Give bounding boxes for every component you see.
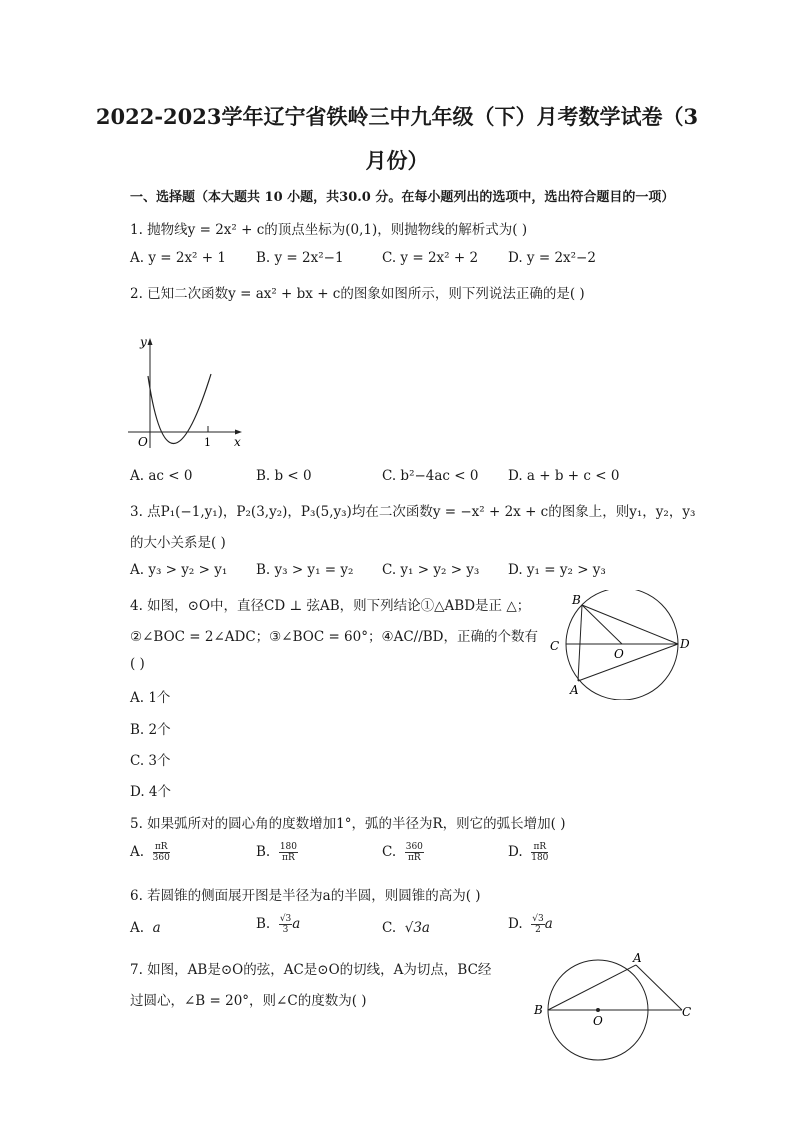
question-6-stem: 6. 若圆锥的侧面展开图是半径为a的半圆，则圆锥的高为( ) <box>130 888 481 904</box>
q6-c-letter: C. <box>382 920 397 936</box>
q2-option-d: D. a + b + c < 0 <box>508 468 620 484</box>
q5-a-letter: A. <box>130 844 145 860</box>
question-3-stem-line1: 3. 点P₁(−1,y₁)，P₂(3,y₂)，P₃(5,y₃)均在二次函数y = −x² + 2x + c的图象上，则y₁，y₂，y₃ <box>130 504 696 520</box>
chord-ab <box>578 605 582 681</box>
label-a: A <box>633 951 642 965</box>
origin-label: O <box>138 435 148 449</box>
label-b: B <box>534 1003 543 1017</box>
q5-b-letter: B. <box>256 844 271 860</box>
q6-option-a <box>130 920 161 936</box>
parabola-curve <box>148 374 211 444</box>
label-a: A <box>570 683 579 697</box>
q3-option-d: D. y₁ = y₂ > y₃ <box>508 562 606 578</box>
q6-a-letter: A. <box>130 920 145 936</box>
label-o: O <box>614 647 624 661</box>
x-axis-arrow <box>235 430 242 435</box>
q5-d-letter: D. <box>508 844 523 860</box>
q6-d-letter: D. <box>508 916 523 932</box>
parabola-figure <box>126 334 248 454</box>
label-c: C <box>550 639 560 653</box>
question-7-stem-line1: 7. 如图，AB是⊙O的弦，AC是⊙O的切线，A为切点，BC经 <box>130 962 492 978</box>
q2-option-b: B. b < 0 <box>256 468 312 484</box>
q1-option-a: A. y = 2x² + 1 <box>130 250 226 266</box>
q3-option-b: B. y₃ > y₁ = y₂ <box>256 562 354 578</box>
q5-c-num: 360 <box>405 842 423 852</box>
q4-option-c: C. 3个 <box>130 753 171 769</box>
exam-title-line1: 2022-2023学年辽宁省铁岭三中九年级（下）月考数学试卷（3 <box>95 104 699 129</box>
q6-b-letter: B. <box>256 916 271 932</box>
segment-bd <box>582 605 678 644</box>
q5-a-num: πR <box>153 842 170 853</box>
q5-option-b <box>256 842 298 863</box>
q6-a-value: a <box>152 920 161 936</box>
q5-option-a <box>130 842 170 863</box>
q5-option-c <box>382 842 424 863</box>
q5-c-letter: C. <box>382 844 397 860</box>
center-dot <box>596 1008 600 1012</box>
q5-d-fraction <box>531 842 548 863</box>
q3-option-c: C. y₁ > y₂ > y₃ <box>382 562 480 578</box>
label-d: D <box>680 637 690 651</box>
question-4-stem-line3: ( ) <box>130 656 145 672</box>
q5-d-den: 180 <box>531 853 549 863</box>
q2-option-a: A. ac < 0 <box>130 468 193 484</box>
q5-b-fraction <box>279 842 298 863</box>
q6-d-tail: a <box>544 916 553 932</box>
question-5-stem: 5. 如果弧所对的圆心角的度数增加1°，弧的半径为R，则它的弧长增加( ) <box>130 816 566 832</box>
question-7-stem-line2: 过圆心，∠B = 20°，则∠C的度数为( ) <box>130 993 367 1009</box>
x-label: x <box>234 435 241 449</box>
question-3-stem-line2: 的大小关系是( ) <box>130 535 226 551</box>
q4-option-b: B. 2个 <box>130 722 171 738</box>
q6-d-num: √3 <box>532 914 544 924</box>
question-4-stem-line1: 4. 如图，⊙O中，直径CD ⊥ 弦AB，则下列结论①△ABD是正 △； <box>130 598 531 614</box>
q5-a-fraction <box>153 842 170 863</box>
label-b: B <box>572 593 581 607</box>
chord-ab <box>548 965 636 1010</box>
question-2-stem: 2. 已知二次函数y = ax² + bx + c的图象如图所示，则下列说法正确的是( ) <box>130 286 585 302</box>
label-o: O <box>593 1014 603 1028</box>
question-4-stem-line2: ②∠BOC = 2∠ADC；③∠BOC = 60°；④AC//BD，正确的个数有 <box>130 629 539 645</box>
q1-option-b: B. y = 2x²−1 <box>256 250 344 266</box>
circle-o <box>566 590 678 700</box>
label-c: C <box>682 1005 692 1019</box>
q5-option-d <box>508 842 548 863</box>
q6-option-c <box>382 920 430 936</box>
q1-option-c: C. y = 2x² + 2 <box>382 250 479 266</box>
q4-option-d: D. 4个 <box>130 784 172 800</box>
q4-option-a: A. 1个 <box>130 690 171 706</box>
q5-d-num: πR <box>531 842 548 853</box>
q2-option-c: C. b²−4ac < 0 <box>382 468 479 484</box>
q6-b-tail: a <box>292 916 301 932</box>
q6-b-num: √3 <box>279 914 292 924</box>
q6-b-den: 3 <box>282 925 289 935</box>
q5-c-fraction <box>405 842 424 863</box>
exam-title-line2: 月份） <box>365 148 429 173</box>
y-label: y <box>140 335 147 349</box>
q6-option-d <box>508 914 553 935</box>
x-tick-label-1: 1 <box>204 436 211 449</box>
q5-a-den: 360 <box>152 853 170 863</box>
q5-c-den: πR <box>407 853 421 863</box>
q3-option-a: A. y₃ > y₂ > y₁ <box>130 562 228 578</box>
circle-tangent-figure <box>528 950 698 1062</box>
segment-bo <box>582 605 622 644</box>
q6-c-value: √3a <box>404 920 430 936</box>
question-1-stem: 1. 抛物线y = 2x² + c的顶点坐标为(0,1)，则抛物线的解析式为( ) <box>130 222 528 238</box>
q5-b-den: πR <box>282 853 295 863</box>
q6-option-b <box>256 914 300 935</box>
section-heading: 一、选择题（本大题共 10 小题，共30.0 分。在每小题列出的选项中，选出符合题目的一项） <box>130 190 675 205</box>
q5-b-num: 180 <box>279 842 297 852</box>
y-axis-arrow <box>148 338 153 345</box>
circle-chord-figure <box>546 590 696 700</box>
segment-ad <box>578 644 678 681</box>
q6-d-den: 2 <box>535 925 541 935</box>
q1-option-d: D. y = 2x²−2 <box>508 250 596 266</box>
q6-d-fraction <box>531 914 544 935</box>
q6-b-fraction <box>279 914 292 935</box>
